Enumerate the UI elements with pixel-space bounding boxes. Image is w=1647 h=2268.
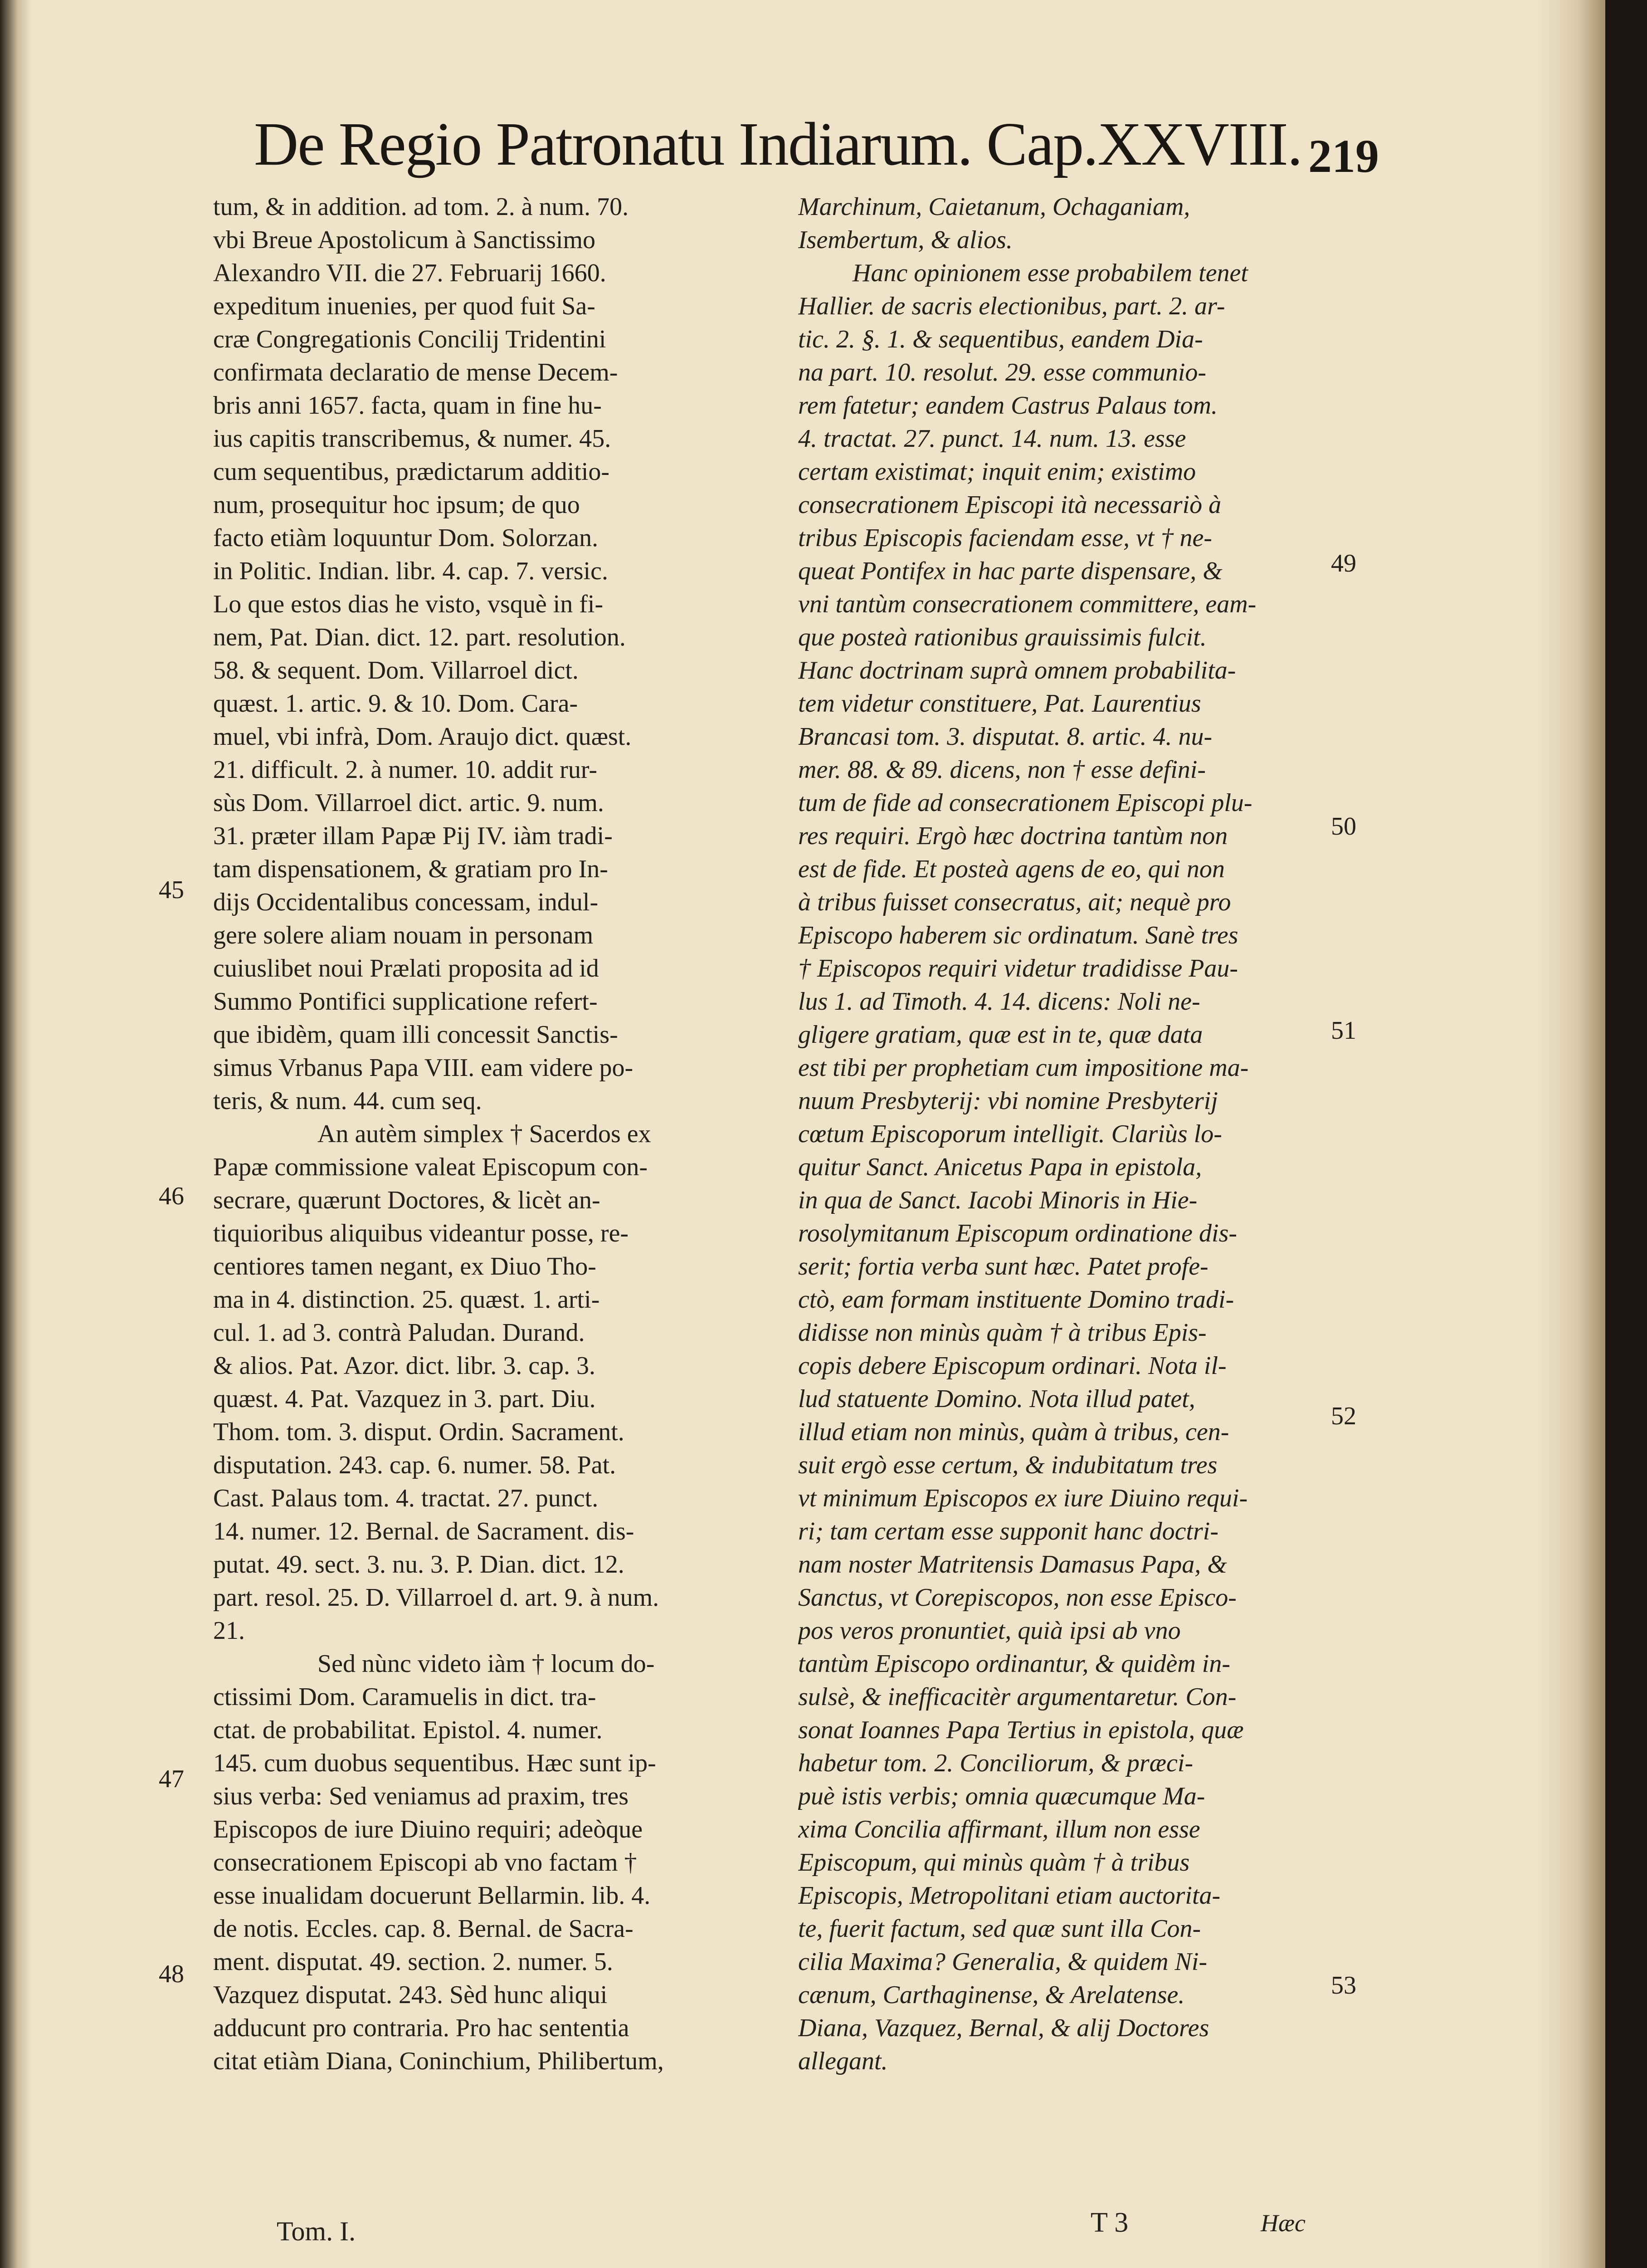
text-line: de notis. Eccles. cap. 8. Bernal. de Sacra- — [213, 1915, 633, 1943]
text-line: consecrationem Episcopi ab vno factam † — [213, 1848, 637, 1877]
text-line: facto etiàm loquuntur Dom. Solorzan. — [213, 524, 599, 552]
text-line: vt minimum Episcopos ex iure Diuino requi- — [798, 1484, 1248, 1512]
text-line: certam existimat; inquit enim; existimo — [798, 458, 1196, 486]
text-line: ius capitis transcribemus, & numer. 45. — [213, 425, 611, 453]
text-line: Hanc doctrinam suprà omnem probabilita- — [798, 656, 1236, 684]
text-line: ctò, eam formam instituente Domino tradi- — [798, 1286, 1234, 1314]
volume-label: Tom. I. — [277, 2216, 356, 2246]
text-line: Papæ commissione valeat Episcopum con- — [213, 1153, 648, 1181]
text-line: est de fide. Et posteà agens de eo, qui non — [798, 855, 1225, 883]
text-line: ma in 4. distinction. 25. quæst. 1. arti- — [213, 1286, 600, 1314]
text-line: tam dispensationem, & gratiam pro In- — [213, 855, 608, 883]
text-line: à tribus fuisset consecratus, ait; nequè pro — [798, 888, 1231, 916]
text-line: na part. 10. resolut. 29. esse communio- — [798, 358, 1207, 386]
text-line: 145. cum duobus sequentibus. Hæc sunt ip- — [213, 1749, 656, 1777]
text-line: allegant. — [798, 2047, 888, 2075]
text-line: ctissimi Dom. Caramuelis in dict. tra- — [213, 1683, 596, 1711]
text-line: vbi Breue Apostolicum à Sanctissimo — [213, 226, 596, 254]
text-line: Episcopum, qui minùs quàm † à tribus — [798, 1848, 1190, 1877]
margin-number: 52 — [1331, 1402, 1356, 1430]
text-line: cuiuslibet noui Prælati proposita ad id — [213, 954, 599, 982]
text-line: Diana, Vazquez, Bernal, & alij Doctores — [798, 2014, 1209, 2042]
margin-number: 51 — [1331, 1017, 1356, 1045]
margin-number: 45 — [159, 876, 184, 904]
text-line: ment. disputat. 49. section. 2. numer. 5. — [213, 1948, 613, 1976]
text-line: Lo que estos dias he visto, vsquè in fi- — [213, 590, 604, 618]
text-line: bris anni 1657. facta, quam in fine hu- — [213, 391, 602, 420]
text-line: nam noster Matritensis Damasus Papa, & — [798, 1550, 1227, 1579]
text-line: quæst. 1. artic. 9. & 10. Dom. Cara- — [213, 689, 578, 718]
text-line: habetur tom. 2. Conciliorum, & præci- — [798, 1749, 1194, 1777]
text-line: suit ergò esse certum, & indubitatum tres — [798, 1451, 1218, 1479]
text-line: cræ Congregationis Concilij Tridentini — [213, 325, 606, 353]
text-line: queat Pontifex in hac parte dispensare, & — [798, 557, 1223, 585]
text-line: Sanctus, vt Corepiscopos, non esse Episco- — [798, 1584, 1237, 1612]
right-text-column — [798, 191, 1324, 2078]
text-line: serit; fortia verba sunt hæc. Patet profe- — [798, 1252, 1208, 1281]
text-line: Vazquez disputat. 243. Sèd hunc aliqui — [213, 1981, 608, 2009]
text-line: confirmata declaratio de mense Decem- — [213, 358, 618, 386]
text-line: copis debere Episcopum ordinari. Nota il- — [798, 1352, 1227, 1380]
text-line: gligere gratiam, quæ est in te, quæ data — [798, 1021, 1203, 1049]
text-line: mer. 88. & 89. dicens, non † esse defini- — [798, 756, 1206, 784]
text-line: rosolymitanum Episcopum ordinatione dis- — [798, 1219, 1238, 1247]
text-line: tantùm Episcopo ordinantur, & quidèm in- — [798, 1650, 1231, 1678]
text-line: disputation. 243. cap. 6. numer. 58. Pat. — [213, 1451, 616, 1479]
text-line: te, fuerit factum, sed quæ sunt illa Con- — [798, 1915, 1201, 1943]
text-line: sulsè, & inefficacitèr argumentaretur. Con- — [798, 1683, 1237, 1711]
text-line: 4. tractat. 27. punct. 14. num. 13. esse — [798, 425, 1186, 453]
text-line: Marchinum, Caietanum, Ochaganiam, — [798, 193, 1190, 221]
text-line: pos veros pronuntiet, quià ipsi ab vno — [798, 1617, 1181, 1645]
text-line: puè istis verbis; omnia quæcumque Ma- — [798, 1782, 1205, 1810]
running-head: De Regio Patronatu Indiarum. Cap.XXVIII. — [254, 110, 1302, 178]
text-line: tiquioribus aliquibus videantur posse, re- — [213, 1219, 629, 1247]
text-line: 31. præter illam Papæ Pij IV. iàm tradi- — [213, 822, 613, 850]
text-line: Hanc opinionem esse probabilem tenet — [853, 259, 1248, 287]
left-text-column — [213, 191, 757, 2078]
text-line: lud statuente Domino. Nota illud patet, — [798, 1385, 1195, 1413]
text-line: tum de fide ad consecrationem Episcopi plu- — [798, 789, 1252, 817]
text-line: Summo Pontifici supplicatione refert- — [213, 987, 598, 1016]
text-line: Thom. tom. 3. disput. Ordin. Sacrament. — [213, 1418, 624, 1446]
text-line: lus 1. ad Timoth. 4. 14. dicens: Noli ne- — [798, 987, 1200, 1016]
text-line: nem, Pat. Dian. dict. 12. part. resolution. — [213, 623, 626, 651]
text-line: tic. 2. §. 1. & sequentibus, eandem Dia- — [798, 325, 1203, 353]
text-line: Cast. Palaus tom. 4. tractat. 27. punct. — [213, 1484, 599, 1512]
text-line: Episcopo haberem sic ordinatum. Sanè tres — [798, 921, 1238, 949]
page-edge — [1537, 0, 1605, 2268]
text-line: & alios. Pat. Azor. dict. libr. 3. cap. 3. — [213, 1352, 596, 1380]
text-line: est tibi per prophetiam cum impositione ma- — [798, 1054, 1249, 1082]
margin-number: 49 — [1331, 549, 1356, 577]
text-line: simus Vrbanus Papa VIII. eam videre po- — [213, 1054, 633, 1082]
text-line: Brancasi tom. 3. disputat. 8. artic. 4. nu- — [798, 723, 1213, 751]
text-line: expeditum inuenies, per quod fuit Sa- — [213, 292, 595, 320]
text-line: sius verba: Sed veniamus ad praxim, tres — [213, 1782, 629, 1810]
text-line: vni tantùm consecrationem committere, eam- — [798, 590, 1257, 618]
text-line: sonat Ioannes Papa Tertius in epistola, quæ — [798, 1716, 1244, 1744]
margin-number: 48 — [159, 1960, 184, 1988]
signature-mark: T 3 — [1091, 2207, 1129, 2238]
margin-number: 47 — [159, 1765, 184, 1793]
page-number: 219 — [1308, 130, 1379, 182]
text-line: tribus Episcopis faciendam esse, vt † ne- — [798, 524, 1212, 552]
text-line: cum sequentibus, prædictarum additio- — [213, 458, 610, 486]
text-line: que ibidèm, quam illi concessit Sanctis- — [213, 1021, 618, 1049]
text-line: didisse non minùs quàm † à tribus Epis- — [798, 1319, 1207, 1347]
text-line: Hallier. de sacris electionibus, part. 2. ar- — [798, 292, 1225, 320]
text-line: in qua de Sanct. Iacobi Minoris in Hie- — [798, 1186, 1198, 1214]
text-line: Sed nùnc videto iàm † locum do- — [317, 1650, 655, 1678]
text-line: An autèm simplex † Sacerdos ex — [317, 1120, 651, 1148]
margin-number: 50 — [1331, 812, 1356, 841]
text-line: 58. & sequent. Dom. Villarroel dict. — [213, 656, 579, 684]
text-line: tum, & in addition. ad tom. 2. à num. 70. — [213, 193, 629, 221]
text-line: esse inualidam docuerunt Bellarmin. lib. 4. — [213, 1882, 651, 1910]
text-line: teris, & num. 44. cum seq. — [213, 1087, 482, 1115]
page-gutter — [0, 0, 32, 2268]
text-line: gere solere aliam nouam in personam — [213, 921, 594, 949]
text-line: quitur Sanct. Anicetus Papa in epistola, — [798, 1153, 1202, 1181]
text-line: part. resol. 25. D. Villarroel d. art. 9. à num. — [213, 1584, 659, 1612]
text-line: sùs Dom. Villarroel dict. artic. 9. num. — [213, 789, 604, 817]
text-line: citat etiàm Diana, Coninchium, Philibertum, — [213, 2047, 664, 2075]
text-line: illud etiam non minùs, quàm à tribus, cen- — [798, 1418, 1229, 1446]
text-line: 21. — [213, 1617, 245, 1645]
text-line: que posteà rationibus grauissimis fulcit. — [798, 623, 1207, 651]
text-line: secrare, quærunt Doctores, & licèt an- — [213, 1186, 600, 1214]
text-line: res requiri. Ergò hæc doctrina tantùm non — [798, 822, 1228, 850]
text-line: ri; tam certam esse supponit hanc doctri- — [798, 1517, 1218, 1545]
text-line: consecrationem Episcopi ità necessariò à — [798, 491, 1222, 519]
text-line: 21. difficult. 2. à numer. 10. addit rur- — [213, 756, 597, 784]
margin-number: 53 — [1331, 1971, 1356, 1999]
text-line: Episcopos de iure Diuino requiri; adeòque — [213, 1815, 643, 1843]
text-line: rem fatetur; eandem Castrus Palaus tom. — [798, 391, 1218, 420]
text-line: muel, vbi infrà, Dom. Araujo dict. quæst. — [213, 723, 632, 751]
text-line: putat. 49. sect. 3. nu. 3. P. Dian. dict. 12. — [213, 1550, 624, 1579]
text-line: cilia Maxima? Generalia, & quidem Ni- — [798, 1948, 1208, 1976]
text-line: Alexandro VII. die 27. Februarij 1660. — [213, 259, 606, 287]
text-line: nuum Presbyterij: vbi nomine Presbyterij — [798, 1087, 1218, 1115]
text-line: cænum, Carthaginense, & Arelatense. — [798, 1981, 1185, 2009]
text-line: cul. 1. ad 3. contrà Paludan. Durand. — [213, 1319, 585, 1347]
text-line: adducunt pro contraria. Pro hac sententia — [213, 2014, 629, 2042]
text-line: quæst. 4. Pat. Vazquez in 3. part. Diu. — [213, 1385, 596, 1413]
margin-number: 46 — [159, 1182, 184, 1210]
text-line: ctat. de probabilitat. Epistol. 4. numer. — [213, 1716, 603, 1744]
text-line: xima Concilia affirmant, illum non esse — [798, 1815, 1200, 1843]
text-line: † Episcopos requiri videtur tradidisse Pau- — [798, 954, 1238, 982]
text-line: dijs Occidentalibus concessam, indul- — [213, 888, 599, 916]
text-line: 14. numer. 12. Bernal. de Sacrament. dis- — [213, 1517, 634, 1545]
text-line: centiores tamen negant, ex Diuo Tho- — [213, 1252, 596, 1281]
text-line: tem videtur constituere, Pat. Laurentius — [798, 689, 1201, 718]
text-line: Isembertum, & alios. — [798, 226, 1013, 254]
text-line: Episcopis, Metropolitani etiam auctorita- — [798, 1882, 1221, 1910]
text-line: in Politic. Indian. libr. 4. cap. 7. versic. — [213, 557, 608, 585]
text-line: cœtum Episcoporum intelligit. Clariùs lo- — [798, 1120, 1222, 1148]
text-line: num, prosequitur hoc ipsum; de quo — [213, 491, 580, 519]
catchword: Hæc — [1261, 2209, 1306, 2237]
